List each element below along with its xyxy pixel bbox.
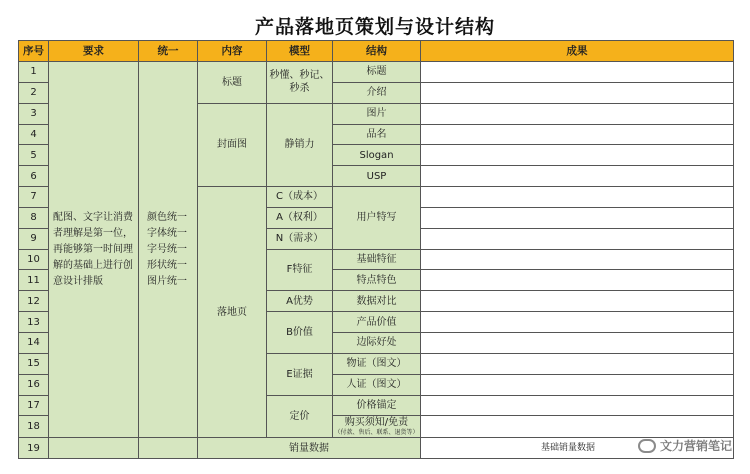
header-structure: 结构 [333,41,421,62]
row-index: 14 [19,332,49,353]
structure-cell: Slogan [333,145,421,166]
result-cell[interactable] [421,124,734,145]
model-cell: C（成本） [267,187,333,208]
structure-cell-purchase [333,416,421,438]
structure-cell: 产品价值 [333,312,421,333]
result-cell-sales[interactable]: 基础销量数据 [421,438,734,459]
header-model: 模型 [267,41,333,62]
structure-cell: 品名 [333,124,421,145]
row-index: 9 [19,228,49,249]
structure-purchase-label: 购买须知/免责 [344,417,409,429]
wechat-icon [638,439,656,453]
page-title: 产品落地页策划与设计结构 [254,16,495,38]
row-index: 8 [19,207,49,228]
model-cell: N（需求） [267,228,333,249]
model-cell: 秒懂、秒记、秒杀 [267,62,333,104]
row-index: 18 [19,416,49,438]
structure-cell: 特点特色 [333,270,421,291]
structure-cell: 人证（图文） [333,374,421,395]
content-landing: 落地页 [198,187,267,438]
row-index: 15 [19,353,49,374]
structure-cell: 介绍 [333,82,421,103]
result-cell[interactable] [421,62,734,83]
result-cell[interactable] [421,228,734,249]
row-index: 19 [19,438,49,459]
row-index: 17 [19,395,49,416]
row-index: 12 [19,291,49,312]
result-cell[interactable] [421,332,734,353]
unify-cell-empty [139,438,198,459]
planning-table [18,40,734,459]
result-cell[interactable] [421,374,734,395]
header-index: 序号 [19,41,49,62]
content-sales-data: 销量数据 [198,438,421,459]
model-cell: A优势 [267,291,333,312]
structure-cell: USP [333,166,421,187]
header-requirement: 要求 [49,41,139,62]
result-cell[interactable] [421,82,734,103]
watermark-text: 文力营销笔记 [659,439,732,453]
result-cell[interactable] [421,207,734,228]
header-content: 内容 [198,41,267,62]
row-index: 3 [19,103,49,124]
result-cell[interactable] [421,291,734,312]
row-index: 5 [19,145,49,166]
row-index: 11 [19,270,49,291]
row-index: 1 [19,62,49,83]
content-cover: 封面图 [198,103,267,186]
result-cell[interactable] [421,395,734,416]
row-index: 6 [19,166,49,187]
header-row [19,41,734,62]
result-cell[interactable] [421,416,734,438]
result-cell[interactable] [421,187,734,208]
row-index: 2 [19,82,49,103]
content-title: 标题 [198,62,267,104]
result-cell[interactable] [421,249,734,270]
model-cell: B价值 [267,312,333,354]
structure-purchase-sub: （付款、售后、联系、退货等） [334,429,419,437]
structure-cell: 基础特征 [333,249,421,270]
row-index: 10 [19,249,49,270]
row-index: 4 [19,124,49,145]
result-cell[interactable] [421,270,734,291]
row-index: 7 [19,187,49,208]
model-cell: E证据 [267,353,333,395]
header-result: 成果 [421,41,734,62]
result-cell[interactable] [421,353,734,374]
structure-cell: 用户特写 [333,187,421,250]
requirement-cell: 配图、文字让消费者理解是第一位，再能够第一时间理解的基础上进行创意设计排版 [49,62,139,438]
table-row [19,62,734,83]
header-unify: 统一 [139,41,198,62]
table-row [19,438,734,459]
structure-cell: 物证（图文） [333,353,421,374]
structure-cell: 数据对比 [333,291,421,312]
model-cell: A（权利） [267,207,333,228]
row-index: 13 [19,312,49,333]
row-index: 16 [19,374,49,395]
unify-cell: 颜色统一字体统一字号统一形状统一图片统一 [139,62,198,438]
structure-cell: 价格锚定 [333,395,421,416]
watermark [638,437,732,454]
structure-cell: 标题 [333,62,421,83]
result-cell[interactable] [421,103,734,124]
result-cell[interactable] [421,312,734,333]
result-cell[interactable] [421,166,734,187]
model-cell: 静销力 [267,103,333,186]
result-cell[interactable] [421,145,734,166]
requirement-cell-empty [49,438,139,459]
model-cell: 定价 [267,395,333,438]
model-cell: F特征 [267,249,333,291]
structure-cell: 边际好处 [333,332,421,353]
structure-cell: 图片 [333,103,421,124]
